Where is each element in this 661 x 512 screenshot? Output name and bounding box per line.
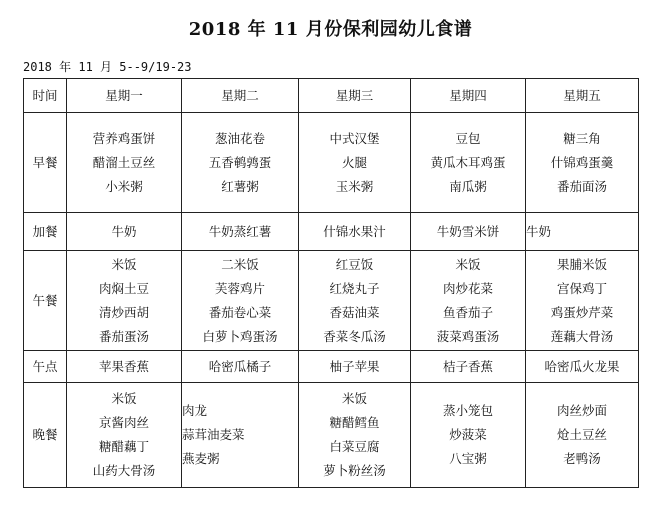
menu-cell: [182, 113, 299, 213]
table-row-dinner: [24, 383, 639, 488]
menu-cell: [67, 251, 182, 351]
dish: 五香鹌鹑蛋: [208, 154, 272, 170]
dish: 番茄面汤: [556, 178, 607, 194]
dish: 蒸小笼包: [442, 403, 493, 418]
dish: 米饭: [341, 391, 367, 406]
menu-cell: [182, 351, 299, 383]
dish: 肉焖土豆: [98, 280, 149, 296]
table-row-afternoon-snack: [24, 351, 639, 383]
dish: 鱼香茄子: [442, 304, 493, 320]
menu-cell: [526, 383, 639, 488]
table-row-snack: [24, 213, 639, 251]
menu-cell: [526, 251, 639, 351]
dish: 山药大骨汤: [92, 463, 156, 478]
menu-cell: [182, 251, 299, 351]
dish: 鸡蛋炒芹菜: [550, 304, 614, 320]
dish: 哈密瓜火龙果: [544, 358, 620, 374]
header-day-tuesday: 星期二: [182, 79, 299, 113]
dish: 白菜豆腐: [329, 439, 380, 454]
dish: 南瓜粥: [449, 178, 487, 194]
menu-cell: [411, 213, 526, 251]
menu-cell: [299, 351, 411, 383]
header-row: [24, 79, 639, 113]
header-day-wednesday: 星期三: [299, 79, 411, 113]
dish: 炒菠菜: [449, 427, 487, 442]
dish: 芙蓉鸡片: [214, 280, 265, 296]
dish: 牛奶: [526, 223, 552, 239]
dish: 京酱肉丝: [98, 415, 149, 430]
dish: 葱油花卷: [214, 130, 265, 146]
dish: 红豆饭: [335, 256, 374, 272]
dish: 营养鸡蛋饼: [92, 130, 156, 146]
menu-cell: [411, 251, 526, 351]
menu-table: [23, 78, 639, 488]
dish: 香菇油菜: [329, 304, 380, 320]
table-row-lunch: [24, 251, 639, 351]
dish: 中式汉堡: [329, 130, 380, 146]
dish: 米饭: [111, 391, 137, 406]
dish: 红薯粥: [221, 178, 259, 194]
dish: 糖醋藕丁: [98, 439, 149, 454]
dish: 玉米粥: [335, 178, 374, 194]
menu-cell: [67, 213, 182, 251]
dish: 宫保鸡丁: [556, 280, 607, 296]
dish: 八宝粥: [449, 451, 487, 466]
meal-label: 晚餐: [24, 383, 67, 488]
menu-cell: [67, 383, 182, 488]
dish: 炝土豆丝: [556, 427, 607, 442]
dish: 火腿: [341, 154, 367, 170]
dish: 番茄蛋汤: [98, 328, 149, 344]
dish: 牛奶: [111, 223, 137, 239]
meal-label: 午点: [24, 351, 67, 383]
dish: 香菜冬瓜汤: [323, 328, 386, 344]
dish: 菠菜鸡蛋汤: [436, 328, 500, 344]
dish: 黄瓜木耳鸡蛋: [430, 154, 506, 170]
header-day-monday: 星期一: [67, 79, 182, 113]
dish: 小米粥: [105, 178, 143, 194]
menu-cell: [299, 383, 411, 488]
dish: 肉龙: [182, 403, 208, 418]
menu-cell: [299, 251, 411, 351]
menu-cell: [411, 113, 526, 213]
meal-label: 午餐: [24, 251, 67, 351]
header-meal-col: 时间: [24, 79, 67, 113]
dish: 萝卜粉丝汤: [323, 463, 386, 478]
dish: 牛奶蒸红薯: [208, 223, 272, 239]
dish: 二米饭: [221, 256, 259, 272]
date-range: 2018 年 11 月 5--9/19-23: [23, 60, 192, 74]
dish: 什锦鸡蛋羹: [550, 154, 614, 170]
menu-cell: [411, 383, 526, 488]
dish: 蒜茸油麦菜: [182, 427, 245, 442]
dish: 燕麦粥: [182, 451, 220, 466]
dish: 苹果香蕉: [98, 358, 149, 374]
dish: 桔子香蕉: [442, 358, 493, 374]
dish: 哈密瓜橘子: [208, 358, 272, 374]
dish: 豆包: [455, 130, 481, 146]
table-row-breakfast: [24, 113, 639, 213]
header-day-friday: 星期五: [526, 79, 639, 113]
dish: 柚子苹果: [329, 358, 380, 374]
dish: 老鸭汤: [563, 451, 601, 466]
dish: 什锦水果汁: [323, 223, 386, 239]
menu-cell: [526, 351, 639, 383]
meal-label: 早餐: [24, 113, 67, 213]
dish: 牛奶雪米饼: [436, 223, 500, 239]
dish: 肉炒花菜: [442, 280, 493, 296]
dish: 清炒西胡: [98, 304, 149, 320]
header-day-thursday: 星期四: [411, 79, 526, 113]
dish: 醋溜土豆丝: [92, 154, 156, 170]
dish: 糖三角: [563, 130, 601, 146]
menu-cell: [526, 213, 639, 251]
menu-cell: [182, 213, 299, 251]
menu-cell: [182, 383, 299, 488]
page-title: 2018 年 11 月份保利园幼儿食谱: [188, 19, 473, 40]
dish: 米饭: [111, 256, 137, 272]
dish: 米饭: [455, 256, 481, 272]
menu-cell: [67, 113, 182, 213]
dish: 白萝卜鸡蛋汤: [202, 328, 278, 344]
menu-cell: [526, 113, 639, 213]
dish: 肉丝炒面: [556, 403, 607, 418]
meal-label: 加餐: [24, 213, 67, 251]
dish: 番茄卷心菜: [208, 304, 272, 320]
menu-cell: [411, 351, 526, 383]
dish: 红烧丸子: [329, 280, 380, 296]
dish: 果脯米饭: [556, 256, 607, 272]
menu-cell: [299, 113, 411, 213]
menu-cell: [67, 351, 182, 383]
menu-cell: [299, 213, 411, 251]
dish: 莲藕大骨汤: [550, 328, 614, 344]
dish: 糖醋鳕鱼: [329, 415, 380, 430]
